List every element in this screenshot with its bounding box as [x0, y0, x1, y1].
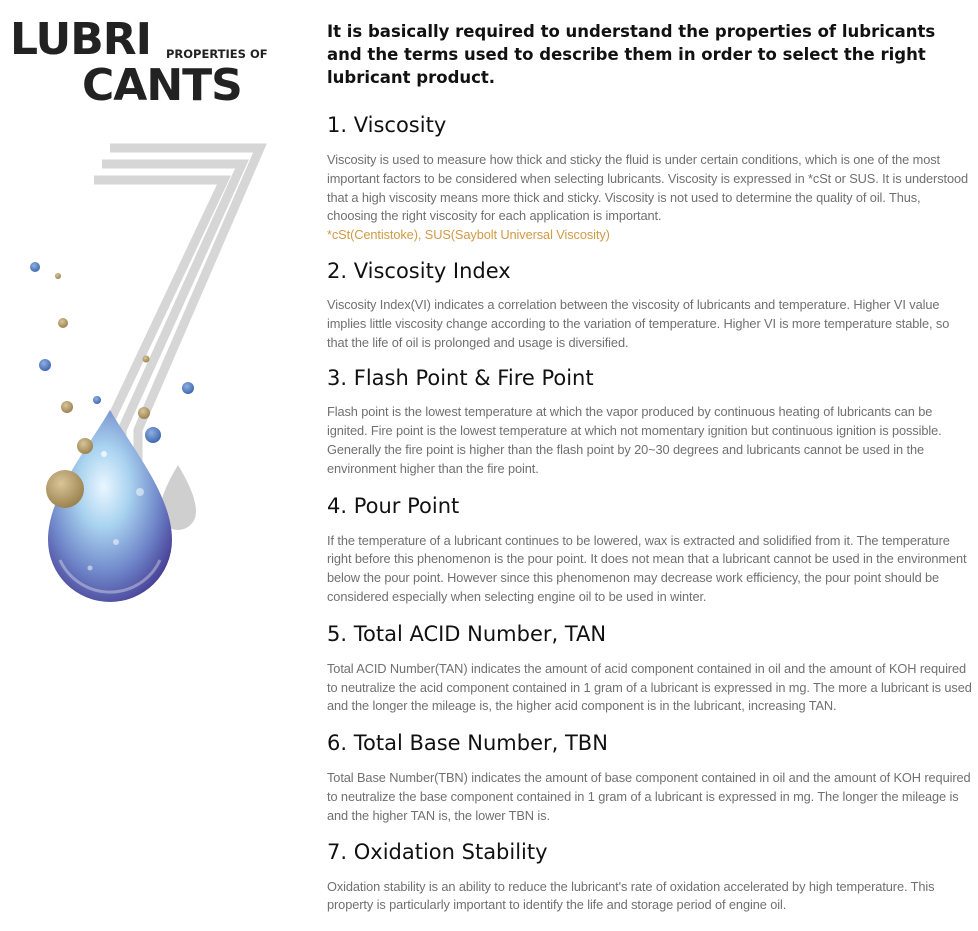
section-title-text: Total Base Number, TBN — [353, 731, 608, 756]
section-number: 2. — [327, 258, 348, 283]
logo-word-part2: CANTS — [82, 60, 242, 111]
section-title-text: Total ACID Number, TAN — [353, 621, 607, 646]
section-title-text: Viscosity Index — [353, 258, 511, 283]
section-total-acid-number — [327, 620, 972, 716]
section-body: Viscosity is used to measure how thick and sticky the fluid is under certain conditions, which is one of the most important factors to be considered when selecting lubricants. Viscosity is expressed in *cSt or SUS. It is understood that a high viscosity means more thick and sticky. Viscosity is not used to determine the quality of oil. Thus, choosing the right viscosity for each application is important. — [327, 152, 969, 224]
section-title-text: Oxidation Stability — [353, 839, 548, 864]
section-number: 6. — [327, 731, 348, 756]
section-body: Oxidation stability is an ability to reduce the lubricant's rate of oxidation accelerated by high temperature. This property is particularly important to identify the life and storage period of engine oil. — [327, 878, 935, 913]
section-viscosity-index — [327, 257, 972, 352]
intro-text: It is basically required to understand the properties of lubricants and the terms used to describe them in order to select the right lubricant product. — [327, 22, 936, 87]
section-body: Total ACID Number(TAN) indicates the amount of acid component contained in oil and the amount of KOH required to neutralize the acid component contained in 1 gram of a lubricant is expressed in mg. The more a lubricant is used and the longer the mileage is, the higher acid component is in the lubricant, increasing TAN. — [327, 660, 972, 714]
section-note: *cSt(Centistoke), SUS(Saybolt Universal Viscosity) — [327, 227, 610, 243]
logo-subtitle: PROPERTIES OF — [166, 47, 268, 61]
section-number: 5. — [327, 621, 348, 646]
section-title — [327, 729, 972, 757]
section-title — [327, 620, 972, 648]
section-title-text: Pour Point — [353, 493, 460, 518]
section-body: If the temperature of a lubricant continues to be lowered, wax is extracted and solidified from it. The temperature right before this phenomenon is the pour point. It does not mean that a lubricant cannot be used in the environment below the pour point. However since this phenomenon may decrease work efficiency, the pour point should be considered especially when selecting engine oil to be used in winter. — [327, 532, 967, 604]
properties-content — [327, 20, 972, 915]
section-title-text: Flash Point & Fire Point — [353, 366, 594, 391]
section-title — [327, 364, 972, 392]
seven-numeral-graphic — [94, 148, 260, 460]
section-number: 4. — [327, 493, 348, 518]
section-number: 7. — [327, 839, 348, 864]
section-body: Viscosity Index(VI) indicates a correlation between the viscosity of lubricants and temperature. Higher VI value implies little viscosity change according to the variation of temperature. Higher VI is more temperature stable, so that the life of oil is prolonged and usage is diversified. — [327, 296, 950, 350]
section-title — [327, 838, 972, 866]
section-body: Total Base Number(TBN) indicates the amount of base component contained in oil and the amount of KOH required to neutralize the base component contained in 1 gram of a lubricant is expressed in mg. The longer the mileage is and the higher TAN is, the lower TBN is. — [327, 770, 971, 823]
section-pour-point — [327, 492, 972, 607]
oil-drop-illustration — [20, 130, 290, 630]
section-viscosity — [327, 111, 972, 245]
section-flash-fire-point — [327, 364, 972, 478]
section-title — [327, 111, 972, 139]
section-total-base-number — [327, 729, 972, 825]
section-title — [327, 257, 972, 285]
section-title-text: Viscosity — [353, 113, 447, 137]
logo-word-part1: LUBRI — [10, 14, 151, 65]
section-body: Flash point is the lowest temperature at which the vapor produced by continuous heating of lubricants can be ignited. Fire point is the lowest temperature at which not momentary ignition but continuous ignition is possible. Generally the fire point is higher than the flash point by 20~30 degrees and lubricants cannot be used in the environment higher than the fire point. — [327, 404, 942, 476]
section-title — [327, 492, 972, 520]
section-number: 1. — [327, 113, 348, 137]
section-oxidation-stability — [327, 838, 972, 916]
section-number: 3. — [327, 366, 348, 391]
logo — [10, 14, 280, 113]
